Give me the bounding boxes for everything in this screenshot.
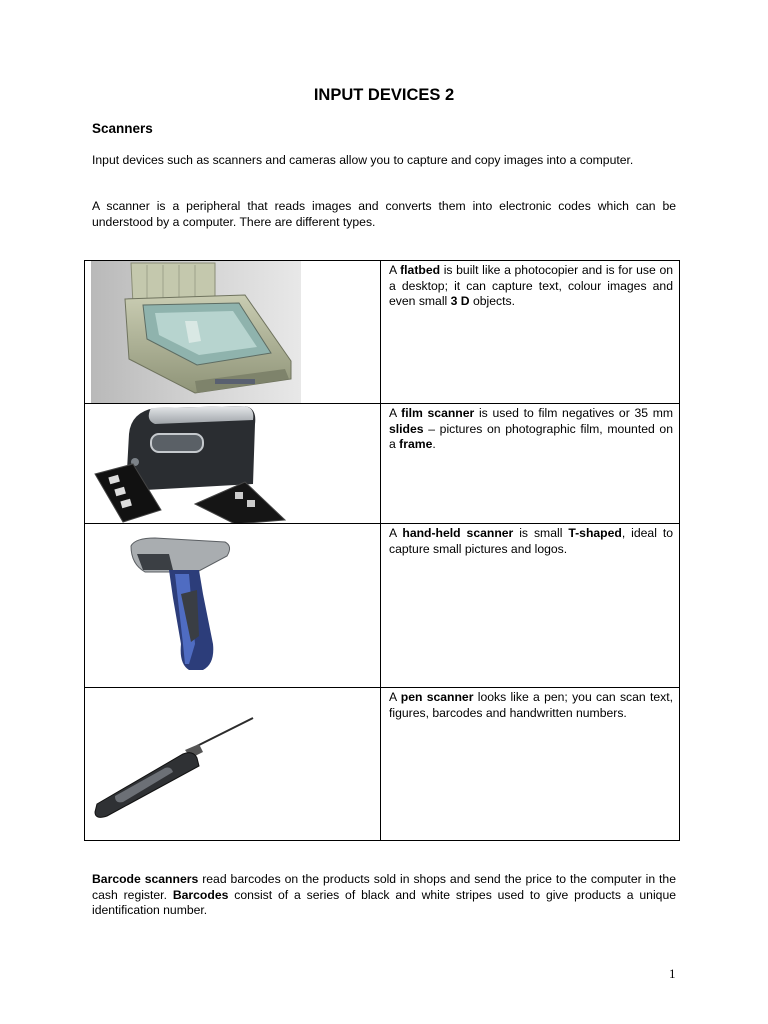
pen-scanner-photo-icon <box>85 688 381 841</box>
table-row-hand-held-scanner <box>85 523 679 688</box>
film-scanner-photo-icon <box>85 404 381 524</box>
hand-held-scanner-description: A hand-held scanner is small T-shaped, ideal to capture small pictures and logos. <box>389 526 674 556</box>
film-scanner-description: A film scanner is used to film negatives or 35 mm slides – pictures on photographic film, mounted on a frame. <box>389 406 673 451</box>
hand-held-scanner-photo-icon <box>85 524 381 688</box>
image-cell <box>85 404 381 524</box>
image-cell <box>85 524 381 688</box>
flatbed-scanner-photo-icon <box>85 261 381 403</box>
intro-paragraph-2: A scanner is a peripheral that reads images and converts them into electronic codes which can be understood by a computer. There are different types. <box>92 199 676 229</box>
scanner-types-table <box>84 260 680 841</box>
section-heading: Scanners <box>92 121 153 136</box>
table-row-pen-scanner <box>85 687 679 841</box>
barcode-paragraph: Barcode scanners read barcodes on the products sold in shops and send the price to the computer in the cash register. Barcodes consist of a series of black and white stripes used to give products a unique identification number. <box>92 872 677 917</box>
intro-paragraph-1: Input devices such as scanners and cameras allow you to capture and copy images into a computer. <box>92 153 634 167</box>
page-title: INPUT DEVICES 2 <box>313 86 455 104</box>
page-number: 1 <box>669 966 676 981</box>
flatbed-description: A flatbed is built like a photocopier and is for use on a desktop; it can capture text, colour images and even small 3 D objects. <box>389 263 674 308</box>
image-cell <box>85 261 381 403</box>
table-row-film-scanner <box>85 403 679 524</box>
table-row-flatbed <box>85 261 679 403</box>
image-cell <box>85 688 381 841</box>
pen-scanner-description: A pen scanner looks like a pen; you can scan text, figures, barcodes and handwritten numbers. <box>389 690 674 720</box>
